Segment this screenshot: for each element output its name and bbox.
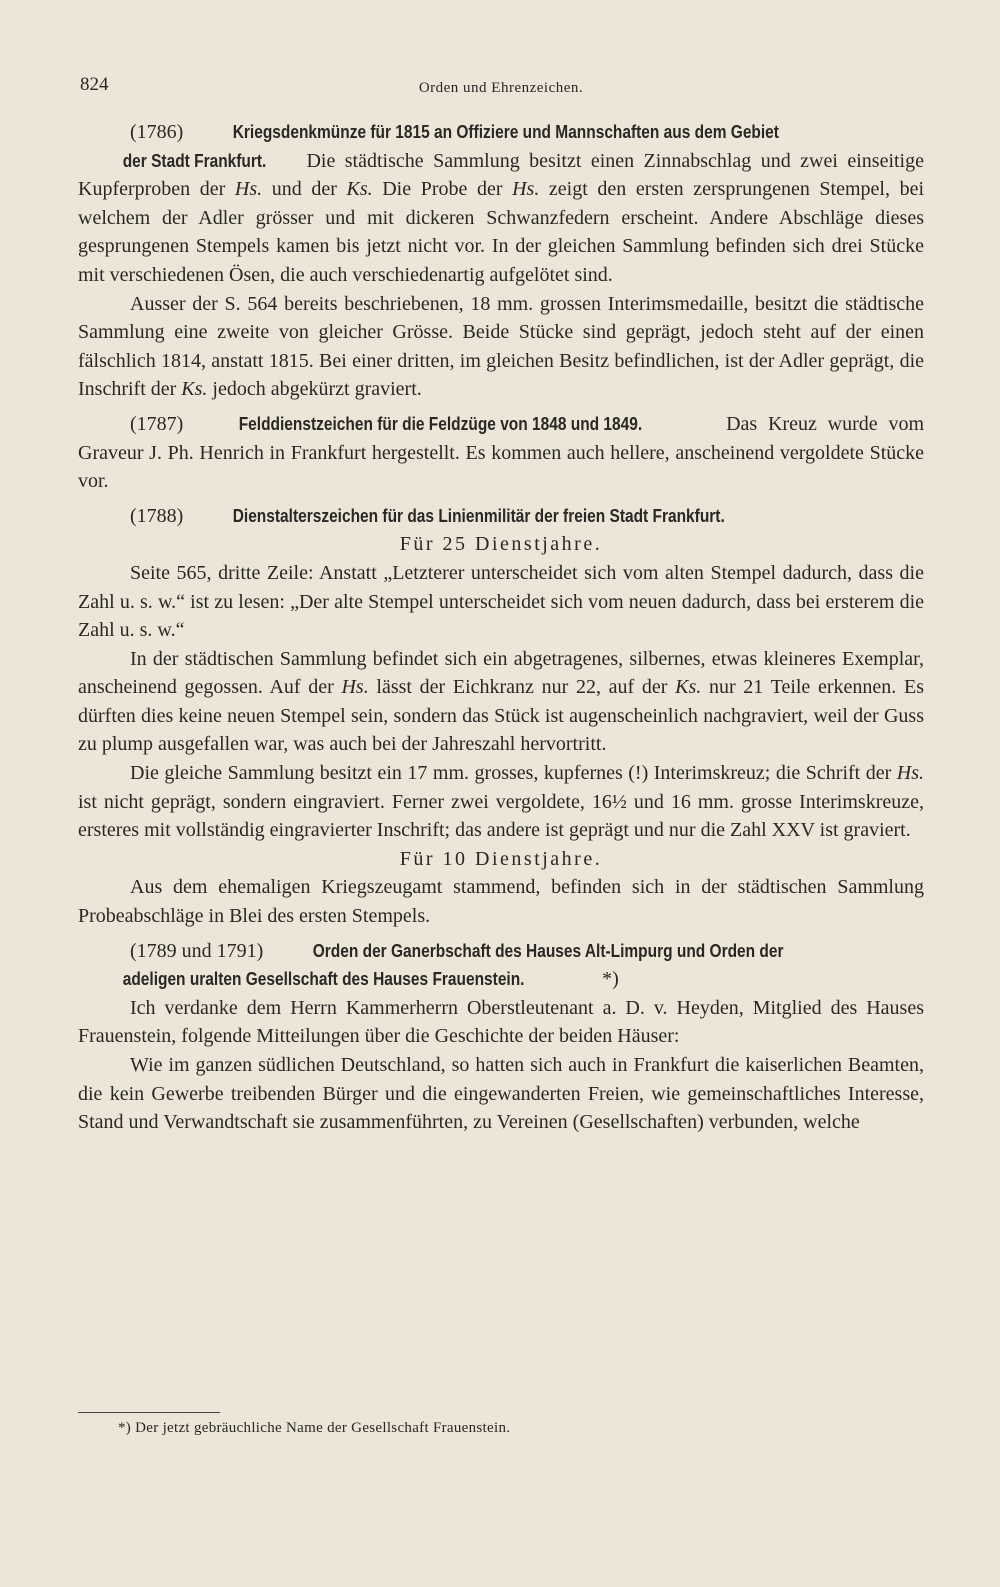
subheading-10-years: Für 10 Dienstjahre. [399,847,603,870]
text-run: zeigt den ersten zersprungenen Stempel, bei welchem der Adler grösser und mit dickeren Schwanzfedern erscheint. Andere Abschläge dieses gesprungenen Stempels kamen bis jetzt nicht vor. In der gleichen Sammlung befinden sich drei Stücke mit verschiedenen Ösen, die auch verschiedenartig aufgelötet sind. [78,178,925,286]
section-1788-heading [78,502,924,531]
abbr-hs: Hs. [512,178,540,201]
section-1788-paragraph-1: Seite 565, dritte Zeile: Anstatt „Letzterer unterscheidet sich vom alten Stempel dadurch, dass die Zahl u. s. w.“ ist zu lesen: „Der alte Stempel unterscheidet sich vom neuen dadurch, dass bei ersterem die Zahl u. s. w.“ [78,561,924,642]
text-run: Die städtische Sammlung besitzt einen Zinnabschlag und zwei einseitige Kupferproben der [78,149,924,201]
text-run: ist nicht geprägt, sondern eingraviert. Ferner zwei vergoldete, 16½ und 16 mm. grosse Interimskreuze, ersteres mit vollständig eingravierter Inschrift; das andere ist geprägt und nur die Zahl XXV ist graviert. [78,790,924,842]
abbr-hs: Hs. [896,762,924,785]
abbr-hs: Hs. [234,178,263,201]
text-run: nur 21 Teile erkennen. Es dürften dies keine neuen Stempel sein, sondern das Stück ist augenscheinlich nachgraviert, weil der Guss zu plump ausgefallen war, was auch bei der Jahreszahl hervortritt. [78,676,924,756]
section-1786-paragraph [78,118,924,290]
section-1789-paragraph-2: Wie im ganzen südlichen Deutschland, so hatten sich auch in Frankfurt die kaiserlichen Beamten, die kein Gewerbe treibenden Bürger und die eingewanderten Freien, wie gemeinschaftliches Interesse, Stand und Verwandtschaft sie zusammenführten, zu Vereinen (Gesellschaften) verbunden, welche [78,1054,924,1134]
abbr-ks: Ks. [181,378,208,401]
section-1788-paragraph-3 [78,759,924,845]
footnote-marker: *) [597,968,619,991]
section-1789-paragraph-1: Ich verdanke dem Herrn Kammerherrn Oberstleutenant a. D. v. Heyden, Mitglied des Hauses Frauenstein, folgende Mitteilungen über die Geschichte der beiden Häuser: [78,996,924,1048]
text-run: lässt der Eichkranz nur 22, auf der [368,676,676,699]
subheading-25-years: Für 25 Dienstjahre. [399,533,603,556]
section-title: Orden der Ganerbschaft des Hauses Alt-Limpurg und Orden der [313,940,784,961]
section-1787-paragraph [78,410,924,496]
text-run: In der städtischen Sammlung befindet sich ein abgetragenes, silbernes, etwas kleineres Exemplar, anscheinend gegossen. Auf der [78,647,924,699]
section-title-continued: adeligen uralten Gesellschaft des Hauses Frauenstein. [122,969,525,990]
text-run: Ausser der S. 564 bereits beschriebenen, 18 mm. grossen Interimsmedaille, besitzt die städtische Sammlung eine zweite von gleicher Grösse. Beide Stücke sind geprägt, jedoch steht auf der einen fälschlich 1814, anstatt 1815. Bei einer dritten, im gleichen Besitz befindlichen, ist der Adler geprägt, die Inschrift der [78,292,924,401]
text-run: Die Probe der [372,178,513,201]
section-title: Dienstalterszeichen für das Linienmilitär der freien Stadt Frankfurt. [233,505,726,526]
abbr-hs: Hs. [341,676,369,699]
footnote: *) Der jetzt gebräuchliche Name der Gesellschaft Frauenstein. [118,1420,511,1436]
section-title: Felddienstzeichen für die Feldzüge von 1848 und 1849. [238,413,643,434]
section-1788-paragraph-4: Aus dem ehemaligen Kriegszeugamt stammend, befinden sich in der städtischen Sammlung Probeabschläge in Blei des ersten Stempels. [78,876,924,928]
abbr-ks: Ks. [346,178,373,201]
section-number: (1788) [130,504,184,527]
text-run: jedoch abgekürzt graviert. [207,378,422,401]
section-1786-paragraph-2 [78,290,924,404]
abbr-ks: Ks. [675,676,702,699]
section-number: (1787) [130,412,184,435]
section-number: (1786) [130,121,184,143]
section-1788-paragraph-2 [78,645,924,759]
text-run: Die gleiche Sammlung besitzt ein 17 mm. grosses, kupfernes (!) Interimskreuz; die Schrift der [130,762,897,785]
footnote-rule [78,1412,220,1413]
running-title: Orden und Ehrenzeichen. [418,80,584,96]
text-run: Das Kreuz wurde vom Graveur J. Ph. Henrich in Frankfurt hergestellt. Es kommen auch hellere, anscheinend vergoldete Stücke vor. [78,412,925,493]
page-header [80,74,922,104]
body-text [78,118,924,1137]
section-1789-paragraph [78,937,924,994]
section-number: (1789 und 1791) [130,939,264,962]
text-run: und der [262,178,347,201]
page-number: 824 [80,74,109,95]
section-title-continued: der Stadt Frankfurt. [122,150,267,171]
section-title: Kriegsdenkmünze für 1815 an Offiziere und Mannschaften aus dem Gebiet [233,122,780,142]
